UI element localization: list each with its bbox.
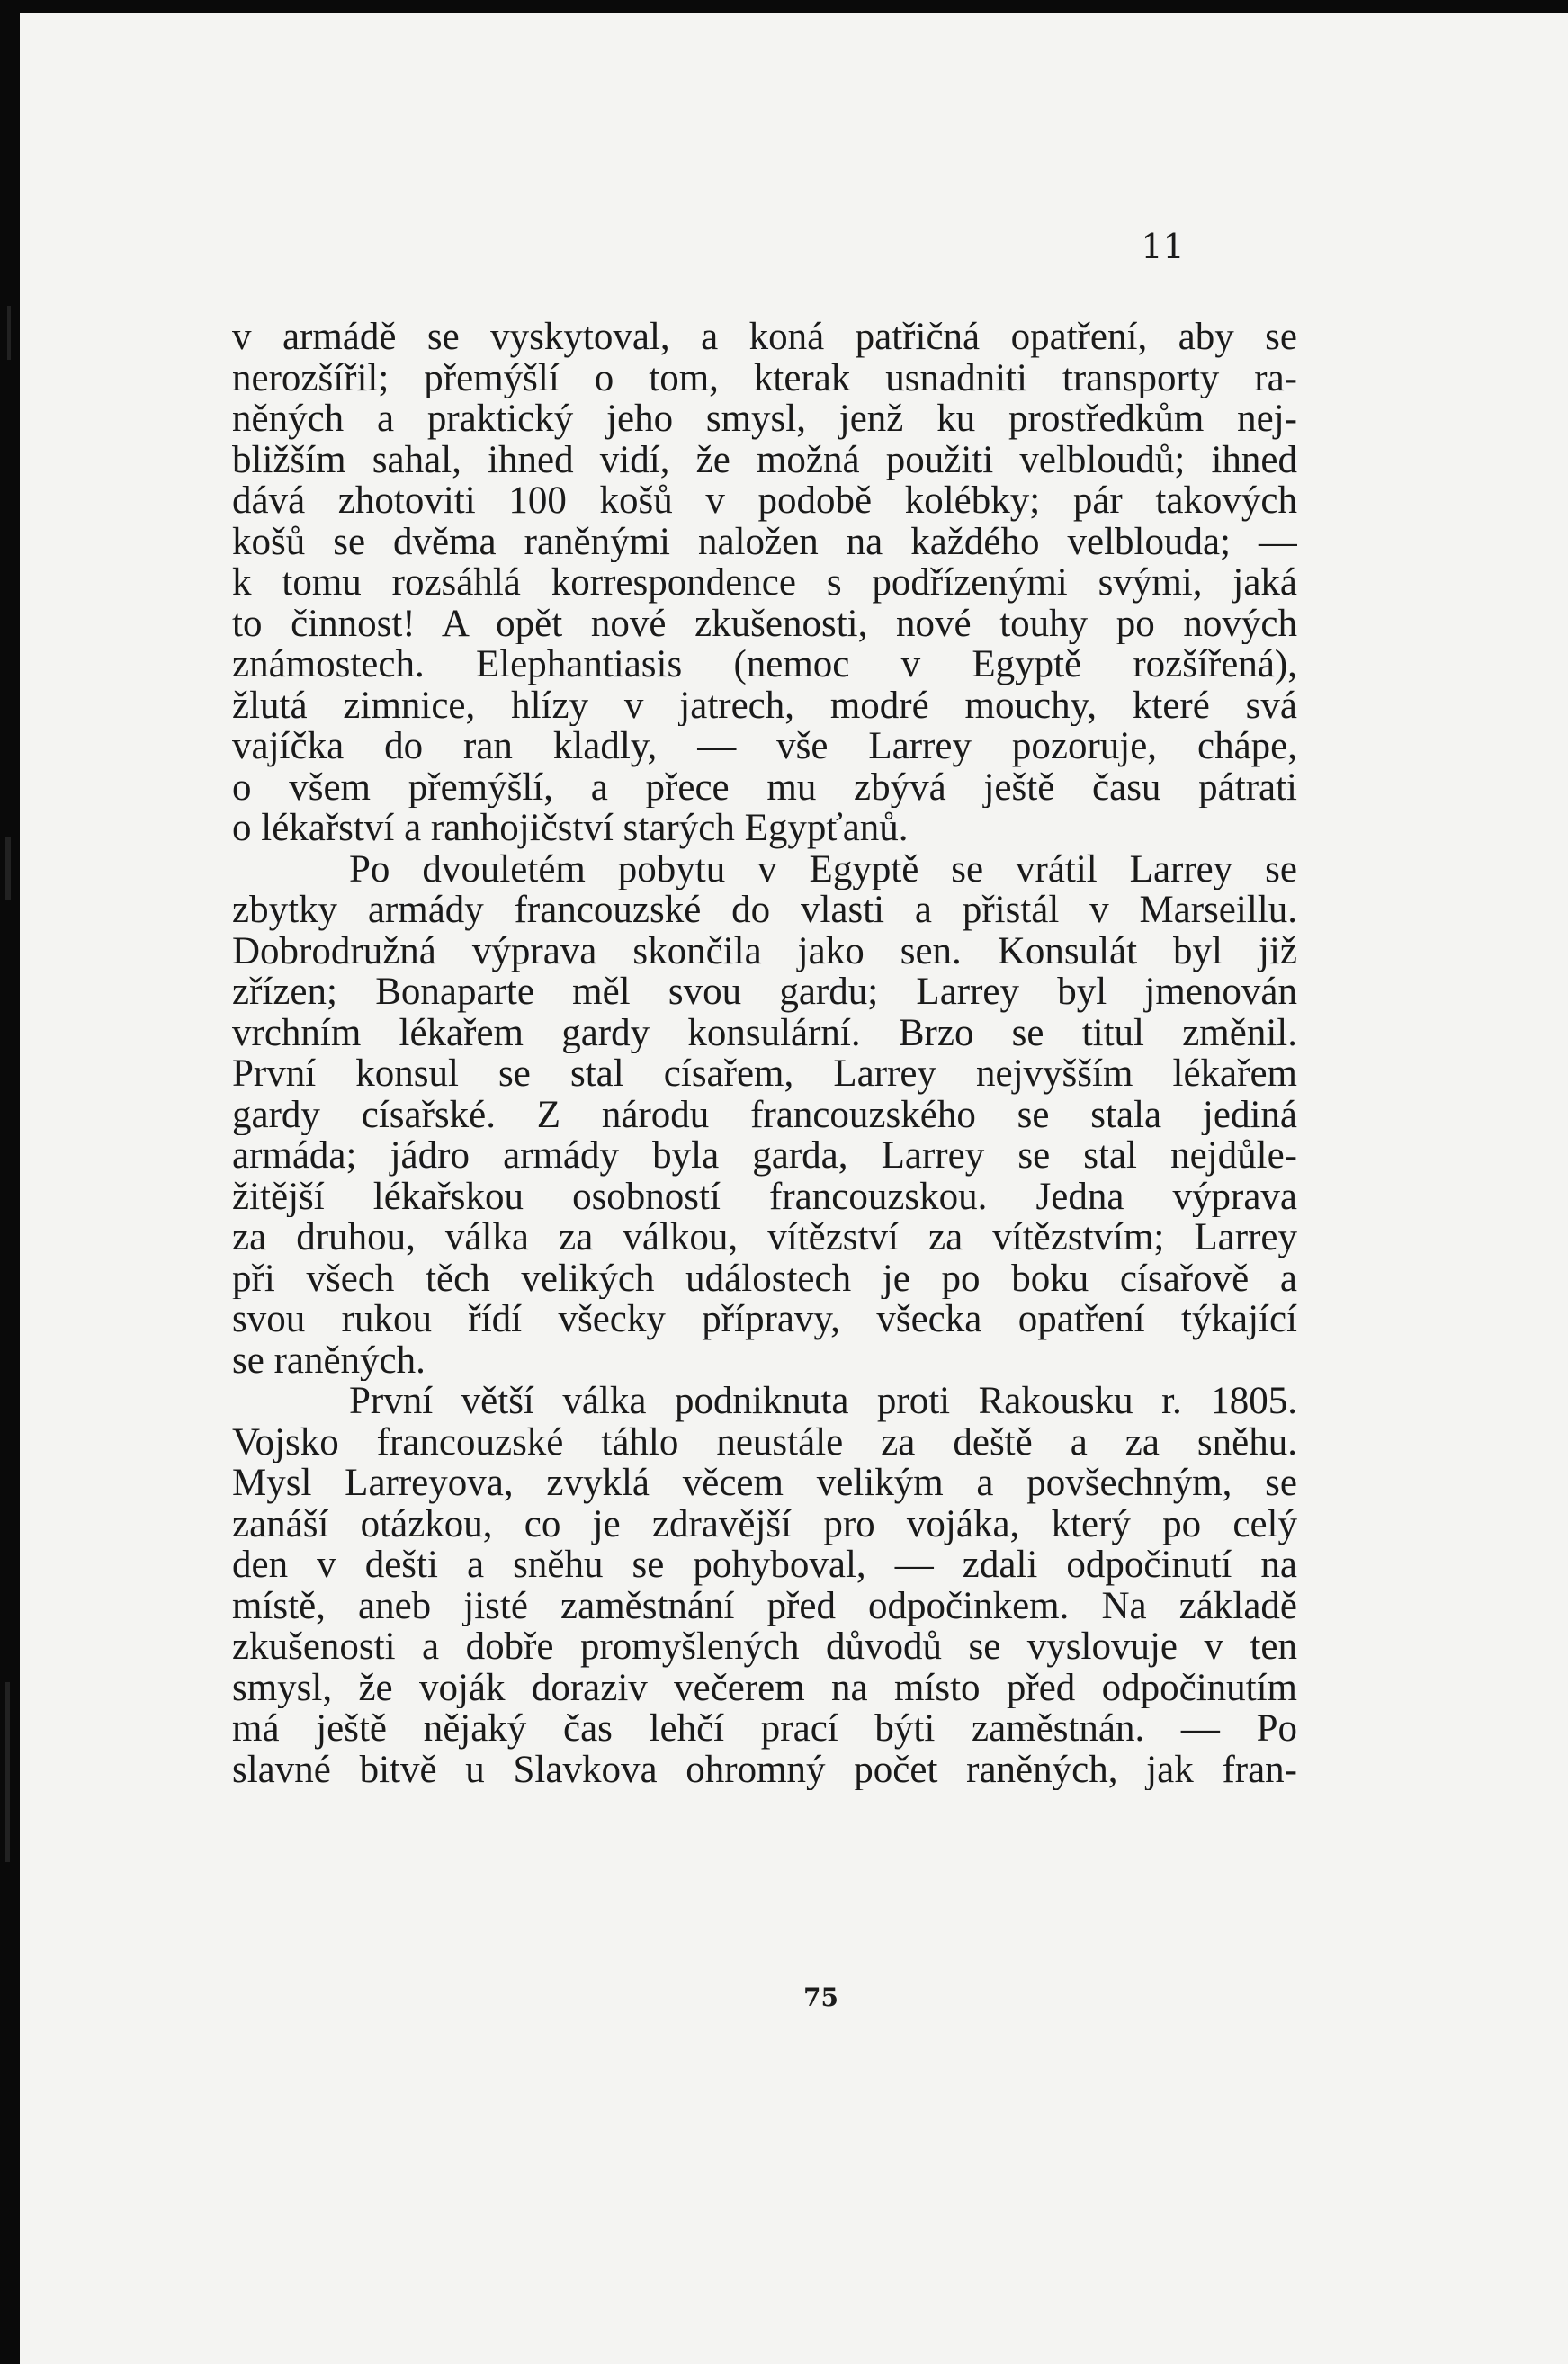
paragraph [232,1381,1297,1790]
text-line: gardy císařské. Z národu francouzského se stala jediná [232,1094,1297,1135]
binding-mark [5,837,11,900]
text-line: při všech těch velikých událostech je po boku císařově a [232,1258,1297,1299]
binding-mark [7,306,11,360]
text-line: zkušenosti a dobře promyšlených důvodů se vyslovuje v ten [232,1626,1297,1668]
text-line: žlutá zimnice, hlízy v jatrech, modré mouchy, které svá [232,685,1297,726]
text-line: místě, aneb jisté zaměstnání před odpočinkem. Na základě [232,1585,1297,1626]
text-line: zbytky armády francouzské do vlasti a přistál v Marseillu. [232,890,1297,931]
text-line: slavné bitvě u Slavkova ohromný počet raněných, jak fran- [232,1749,1297,1790]
text-line: se raněných. [232,1339,426,1381]
text-line: den v dešti a sněhu se pohyboval, — zdali odpočinutí na [232,1545,1297,1586]
text-line: Vojsko francouzské táhlo neustále za deště a za sněhu. [232,1421,1297,1463]
text-line: Mysl Larreyova, zvyklá věcem velikým a povšechným, se [232,1463,1297,1504]
text-line: dává zhotoviti 100 košů v podobě kolébky; pár takových [232,480,1297,522]
text-line: bližším sahal, ihned vidí, že možná použiti velbloudů; ihned [232,439,1297,480]
text-line: První větší válka podniknuta proti Rakousku r. 1805. [349,1381,1297,1422]
book-page [20,13,1568,2364]
text-line: vajíčka do ran kladly, — vše Larrey pozoruje, chápe, [232,726,1297,767]
text-line: žitější lékařskou osobností francouzskou. Jedna výprava [232,1176,1297,1217]
text-line: svou rukou řídí všecky přípravy, všecka opatření týkající [232,1299,1297,1340]
text-line: nerozšířil; přemýšlí o tom, kterak usnadniti transporty ra- [232,357,1297,398]
paragraph [232,317,1297,849]
text-line: zanáší otázkou, co je zdravější pro vojáka, který po celý [232,1503,1297,1545]
text-line: k tomu rozsáhlá korrespondence s podřízenými svými, jaká [232,562,1297,604]
text-line: v armádě se vyskytoval, a koná patřičná opatření, aby se [232,317,1297,358]
text-line: armáda; jádro armády byla garda, Larrey se stal nejdůle- [232,1135,1297,1177]
text-line: známostech. Elephantiasis (nemoc v Egyptě rozšířená), [232,644,1297,685]
text-line: o lékařství a ranhojičství starých Egypťanů. [232,808,909,849]
body-text [232,317,1297,1790]
text-line: to činnost! A opět nové zkušenosti, nové touhy po nových [232,603,1297,644]
text-line: Dobrodružná výprava skončila jako sen. Konsulát byl již [232,930,1297,972]
text-line: vrchním lékařem gardy konsulární. Brzo se titul změnil. [232,1012,1297,1053]
text-line: Po dvouletém pobytu v Egyptě se vrátil Larrey se [349,848,1297,890]
text-line: něných a praktický jeho smysl, jenž ku prostředkům nej- [232,398,1297,440]
scan-top-edge [0,0,1568,13]
text-line: za druhou, válka za válkou, vítězství za vítězstvím; Larrey [232,1217,1297,1258]
signature-mark: 75 [803,1983,838,2012]
binding-mark [5,1682,10,1862]
text-line: zřízen; Bonaparte měl svou gardu; Larrey byl jmenován [232,972,1297,1013]
text-line: První konsul se stal císařem, Larrey nejvyšším lékařem [232,1053,1297,1095]
text-line: má ještě nějaký čas lehčí prací býti zaměstnán. — Po [232,1708,1297,1750]
text-line: o všem přemýšlí, a přece mu zbývá ještě času pátrati [232,766,1297,808]
text-line: smysl, že voják doraziv večerem na místo před odpočinutím [232,1667,1297,1708]
paragraph [232,849,1297,1382]
text-line: košů se dvěma raněnými naložen na každého velblouda; — [232,521,1297,562]
page-number: 11 [1141,227,1185,266]
